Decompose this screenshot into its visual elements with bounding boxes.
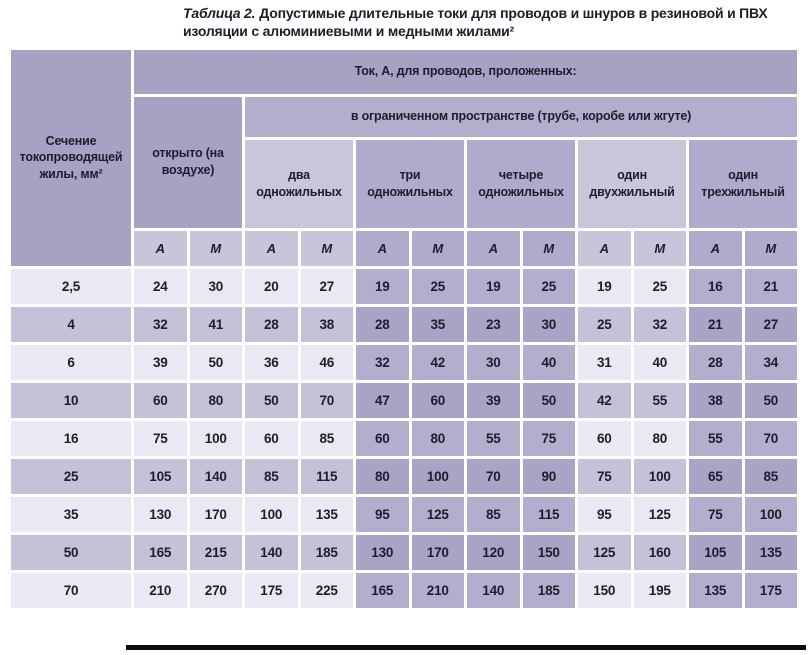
group-header-one-threecore: один трехжильный [689,140,797,228]
confined-header: в ограниченном пространстве (трубе, коробе или жгуте) [245,97,797,137]
value-cell: 24 [134,269,187,304]
value-cell: 55 [689,421,742,456]
value-cell: 40 [523,345,576,380]
table-row [11,535,797,570]
value-cell: 195 [634,573,687,608]
value-cell: 60 [356,421,409,456]
table-row [11,383,797,418]
group-header-one-twocore: один двухжильный [578,140,686,228]
value-cell: 130 [356,535,409,570]
value-cell: 225 [301,573,354,608]
value-cell: 100 [245,497,298,532]
value-cell: 125 [578,535,631,570]
value-cell: 140 [190,459,243,494]
value-cell: 30 [523,307,576,342]
value-cell: 135 [301,497,354,532]
table-title-text: Допустимые длительные токи для проводов и шнуров в резиновой и ПВХ изоляции с алюминиевыми и медными жилами² [183,5,768,39]
section-cell: 4 [11,307,131,342]
value-cell: 35 [412,307,465,342]
value-cell: 46 [301,345,354,380]
value-cell: 135 [745,535,798,570]
value-cell: 32 [356,345,409,380]
value-cell: 175 [745,573,798,608]
value-cell: 60 [412,383,465,418]
value-cell: 42 [578,383,631,418]
value-cell: 41 [190,307,243,342]
value-cell: 150 [523,535,576,570]
value-cell: 23 [467,307,520,342]
value-cell: 80 [190,383,243,418]
value-cell: 60 [134,383,187,418]
table-row [11,345,797,380]
bottom-rule [126,645,806,650]
value-cell: 32 [134,307,187,342]
am-header: М [412,231,465,266]
group-header-four-single: четыре одножильных [467,140,575,228]
value-cell: 115 [523,497,576,532]
value-cell: 75 [689,497,742,532]
value-cell: 100 [190,421,243,456]
section-cell: 35 [11,497,131,532]
value-cell: 50 [523,383,576,418]
am-header: М [745,231,798,266]
value-cell: 160 [634,535,687,570]
value-cell: 215 [190,535,243,570]
value-cell: 210 [134,573,187,608]
value-cell: 21 [689,307,742,342]
value-cell: 165 [356,573,409,608]
value-cell: 75 [578,459,631,494]
value-cell: 140 [245,535,298,570]
group-header-two-single: два одножильных [245,140,353,228]
top-header: Ток, А, для проводов, проложенных: [134,50,797,94]
value-cell: 36 [245,345,298,380]
value-cell: 25 [523,269,576,304]
am-header: А [356,231,409,266]
value-cell: 80 [356,459,409,494]
header-row-top [11,50,797,94]
value-cell: 25 [412,269,465,304]
value-cell: 80 [634,421,687,456]
value-cell: 39 [467,383,520,418]
value-cell: 80 [412,421,465,456]
table-title-label: Таблица 2. [183,5,256,21]
value-cell: 55 [467,421,520,456]
value-cell: 30 [467,345,520,380]
value-cell: 47 [356,383,409,418]
am-header: М [523,231,576,266]
value-cell: 50 [190,345,243,380]
value-cell: 19 [356,269,409,304]
value-cell: 95 [356,497,409,532]
value-cell: 105 [689,535,742,570]
value-cell: 85 [245,459,298,494]
section-cell: 6 [11,345,131,380]
value-cell: 20 [245,269,298,304]
value-cell: 30 [190,269,243,304]
value-cell: 270 [190,573,243,608]
section-cell: 70 [11,573,131,608]
section-cell: 10 [11,383,131,418]
am-header: А [578,231,631,266]
table-row [11,573,797,608]
value-cell: 28 [689,345,742,380]
am-header: М [634,231,687,266]
value-cell: 50 [245,383,298,418]
value-cell: 100 [412,459,465,494]
value-cell: 100 [745,497,798,532]
value-cell: 90 [523,459,576,494]
value-cell: 38 [301,307,354,342]
value-cell: 38 [689,383,742,418]
value-cell: 150 [578,573,631,608]
value-cell: 85 [301,421,354,456]
value-cell: 25 [634,269,687,304]
value-cell: 39 [134,345,187,380]
table-row [11,459,797,494]
value-cell: 55 [634,383,687,418]
value-cell: 40 [634,345,687,380]
value-cell: 31 [578,345,631,380]
value-cell: 16 [689,269,742,304]
value-cell: 21 [745,269,798,304]
table-row [11,307,797,342]
value-cell: 135 [689,573,742,608]
value-cell: 28 [356,307,409,342]
value-cell: 85 [745,459,798,494]
value-cell: 170 [412,535,465,570]
value-cell: 28 [245,307,298,342]
section-cell: 16 [11,421,131,456]
current-ratings-table [8,47,800,611]
value-cell: 34 [745,345,798,380]
am-header: А [245,231,298,266]
value-cell: 140 [467,573,520,608]
value-cell: 185 [301,535,354,570]
value-cell: 170 [190,497,243,532]
value-cell: 25 [578,307,631,342]
am-header: А [467,231,520,266]
value-cell: 70 [467,459,520,494]
table-row [11,269,797,304]
group-header-three-single: три одножильных [356,140,464,228]
value-cell: 125 [412,497,465,532]
value-cell: 115 [301,459,354,494]
value-cell: 105 [134,459,187,494]
value-cell: 125 [634,497,687,532]
open-air-header: открыто (на воздухе) [134,97,242,228]
value-cell: 27 [745,307,798,342]
value-cell: 175 [245,573,298,608]
table-title [183,5,797,41]
value-cell: 165 [134,535,187,570]
value-cell: 19 [467,269,520,304]
am-header: А [134,231,187,266]
section-cell: 2,5 [11,269,131,304]
section-cell: 25 [11,459,131,494]
value-cell: 42 [412,345,465,380]
corner-header: Сечение токопроводящей жилы, мм² [11,50,131,266]
value-cell: 185 [523,573,576,608]
value-cell: 95 [578,497,631,532]
value-cell: 100 [634,459,687,494]
value-cell: 210 [412,573,465,608]
value-cell: 75 [134,421,187,456]
value-cell: 130 [134,497,187,532]
value-cell: 60 [578,421,631,456]
am-header: М [301,231,354,266]
table-row [11,497,797,532]
table-row [11,421,797,456]
value-cell: 60 [245,421,298,456]
value-cell: 70 [745,421,798,456]
am-header: А [689,231,742,266]
value-cell: 120 [467,535,520,570]
value-cell: 85 [467,497,520,532]
value-cell: 19 [578,269,631,304]
value-cell: 65 [689,459,742,494]
value-cell: 50 [745,383,798,418]
value-cell: 32 [634,307,687,342]
section-cell: 50 [11,535,131,570]
value-cell: 27 [301,269,354,304]
table-body [11,269,797,608]
value-cell: 75 [523,421,576,456]
value-cell: 70 [301,383,354,418]
am-header: М [190,231,243,266]
